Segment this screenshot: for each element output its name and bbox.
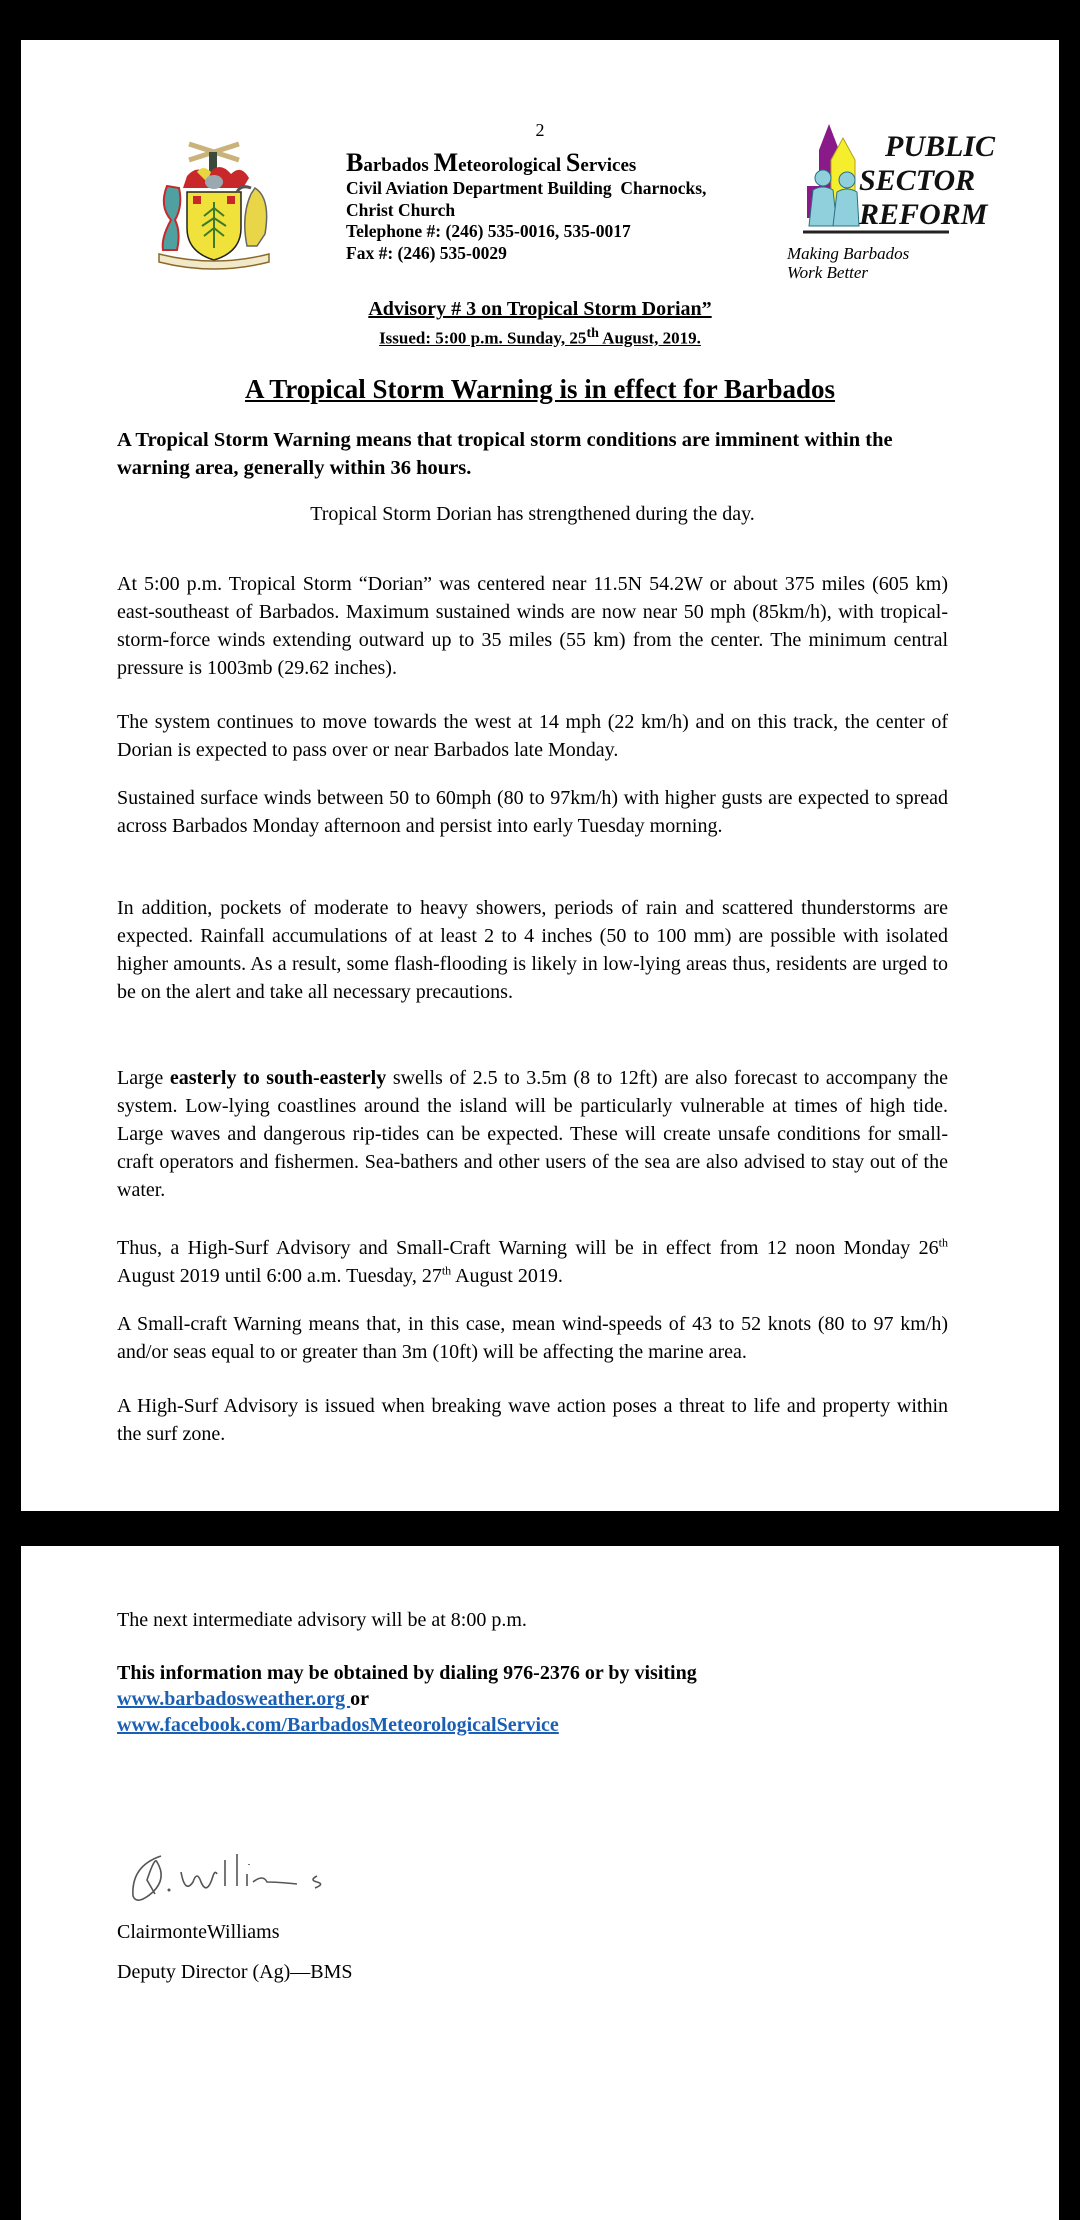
telephone: Telephone #: (246) 535-0016, 535-0017 [346,221,631,241]
barbados-weather-link[interactable]: www.barbadosweather.org [117,1688,351,1710]
psr-tagline-line-2: Work Better [787,263,869,282]
facebook-link[interactable]: www.facebook.com/BarbadosMeteorologicalService [117,1714,559,1736]
handwritten-signature-icon [121,1836,381,1916]
psr-logo-word: REFORM [859,198,988,231]
next-advisory: The next intermediate advisory will be at 8:00 p.m. [117,1609,527,1631]
psr-tagline-line-1: Making Barbados [787,244,910,263]
org-name-initial: S [565,148,581,177]
org-name-part: arbados [363,155,434,176]
warning-heading: A Tropical Storm Warning is in effect for Barbados [244,374,836,404]
swells-post: swells of 2.5 to 3.5m (8 to 12ft) are also forecast to accompany the system. Low-lying coastlines around the island will be particularly vulnerable at times of high tide. Large waves and dangerous rip-tides can be expected. These will create unsafe conditions for small-craft operators and fishermen. Sea-bathers and other users of the sea are also advised to stay out of the water. [117,1067,948,1201]
swells-direction: easterly to south-easterly [169,1067,387,1089]
paragraph-small-craft: A Small-craft Warning means that, in this case, mean wind-speeds of 43 to 52 knots (80 to 97 km/h) and/or seas equal to or greater than 3m (10ft) will be affecting the marine area. [117,1313,948,1363]
swells-pre: Large [117,1067,170,1089]
page-number: 2 [535,120,545,140]
barbados-coat-of-arms-icon [149,136,279,268]
signer-name: ClairmonteWilliams [117,1921,280,1943]
info-block [117,1660,948,1738]
warning-definition: A Tropical Storm Warning means that tropical storm conditions are imminent within the warning area, generally within 36 hours. [117,429,893,479]
info-text: This information may be obtained by dialing 976-2376 or by visiting [117,1662,697,1684]
strengthened-statement: Tropical Storm Dorian has strengthened during the day. [310,503,755,525]
psr-logo-word: SECTOR [859,164,976,197]
paragraph-swells [117,1064,948,1204]
paragraph-high-surf: A High-Surf Advisory is issued when breaking wave action poses a threat to life and property within the surf zone. [117,1395,948,1445]
issued-prefix: Issued: 5:00 p.m. Sunday, 25 [379,328,587,348]
psr-logo-word: PUBLIC [885,130,996,163]
issued-suffix: August, 2019. [598,328,701,348]
fax: Fax #: (246) 535-0029 [346,242,507,263]
address-line-2: Christ Church [346,199,456,220]
document-page-2 [21,1546,1059,2220]
address-line-1: Civil Aviation Department Building Charnocks, [346,178,707,198]
org-name-initial: B [346,148,364,177]
paragraph-position: At 5:00 p.m. Tropical Storm “Dorian” was centered near 11.5N 54.2W or about 375 miles (605 km) east-southeast of Barbados. Maximum sustained winds are now near 50 mph (85km/h), with tropical-storm-force winds extending outward up to 35 miles (55 km) from the center. The minimum central pressure is 1003mb (29.62 inches). [117,573,948,679]
org-name-part: ervices [580,155,637,176]
effect-text-3: August 2019. [451,1265,563,1287]
issued-sup: th [586,326,599,341]
effect-text-1: Thus, a High-Surf Advisory and Small-Craft Warning will be in effect from 12 noon Monday 26 [117,1237,939,1259]
paragraph-rain: In addition, pockets of moderate to heavy showers, periods of rain and scattered thunderstorms are expected. Rainfall accumulations of at least 2 to 4 inches (50 to 100 mm) are possible with isolated higher amounts. As a result, some flash-flooding is likely in low-lying areas thus, residents are urged to be on the alert and take all necessary precautions. [117,897,948,1003]
advisory-title: Advisory # 3 on Tropical Storm Dorian” [368,298,712,320]
org-name-part: eteorological [458,155,566,176]
effect-sup-2: th [441,1263,452,1278]
paragraph-motion: The system continues to move towards the west at 14 mph (22 km/h) and on this track, the center of Dorian is expected to pass over or near Barbados late Monday. [117,711,948,761]
organization-header [346,148,707,264]
organization-name [346,148,706,178]
signer-title: Deputy Director (Ag)—BMS [117,1961,353,1983]
psr-tagline [787,244,909,282]
paragraph-effect-period [117,1234,948,1290]
document-page-1 [21,40,1059,1511]
or-text: or [350,1688,370,1710]
org-name-initial: M [433,148,459,177]
advisory-issued [21,326,1059,349]
paragraph-winds: Sustained surface winds between 50 to 60mph (80 to 97km/h) with higher gusts are expected to spread across Barbados Monday afternoon and persist into early Tuesday morning. [117,787,948,837]
effect-sup-1: th [938,1235,948,1250]
effect-text-2: August 2019 until 6:00 a.m. Tuesday, 27 [117,1265,442,1287]
